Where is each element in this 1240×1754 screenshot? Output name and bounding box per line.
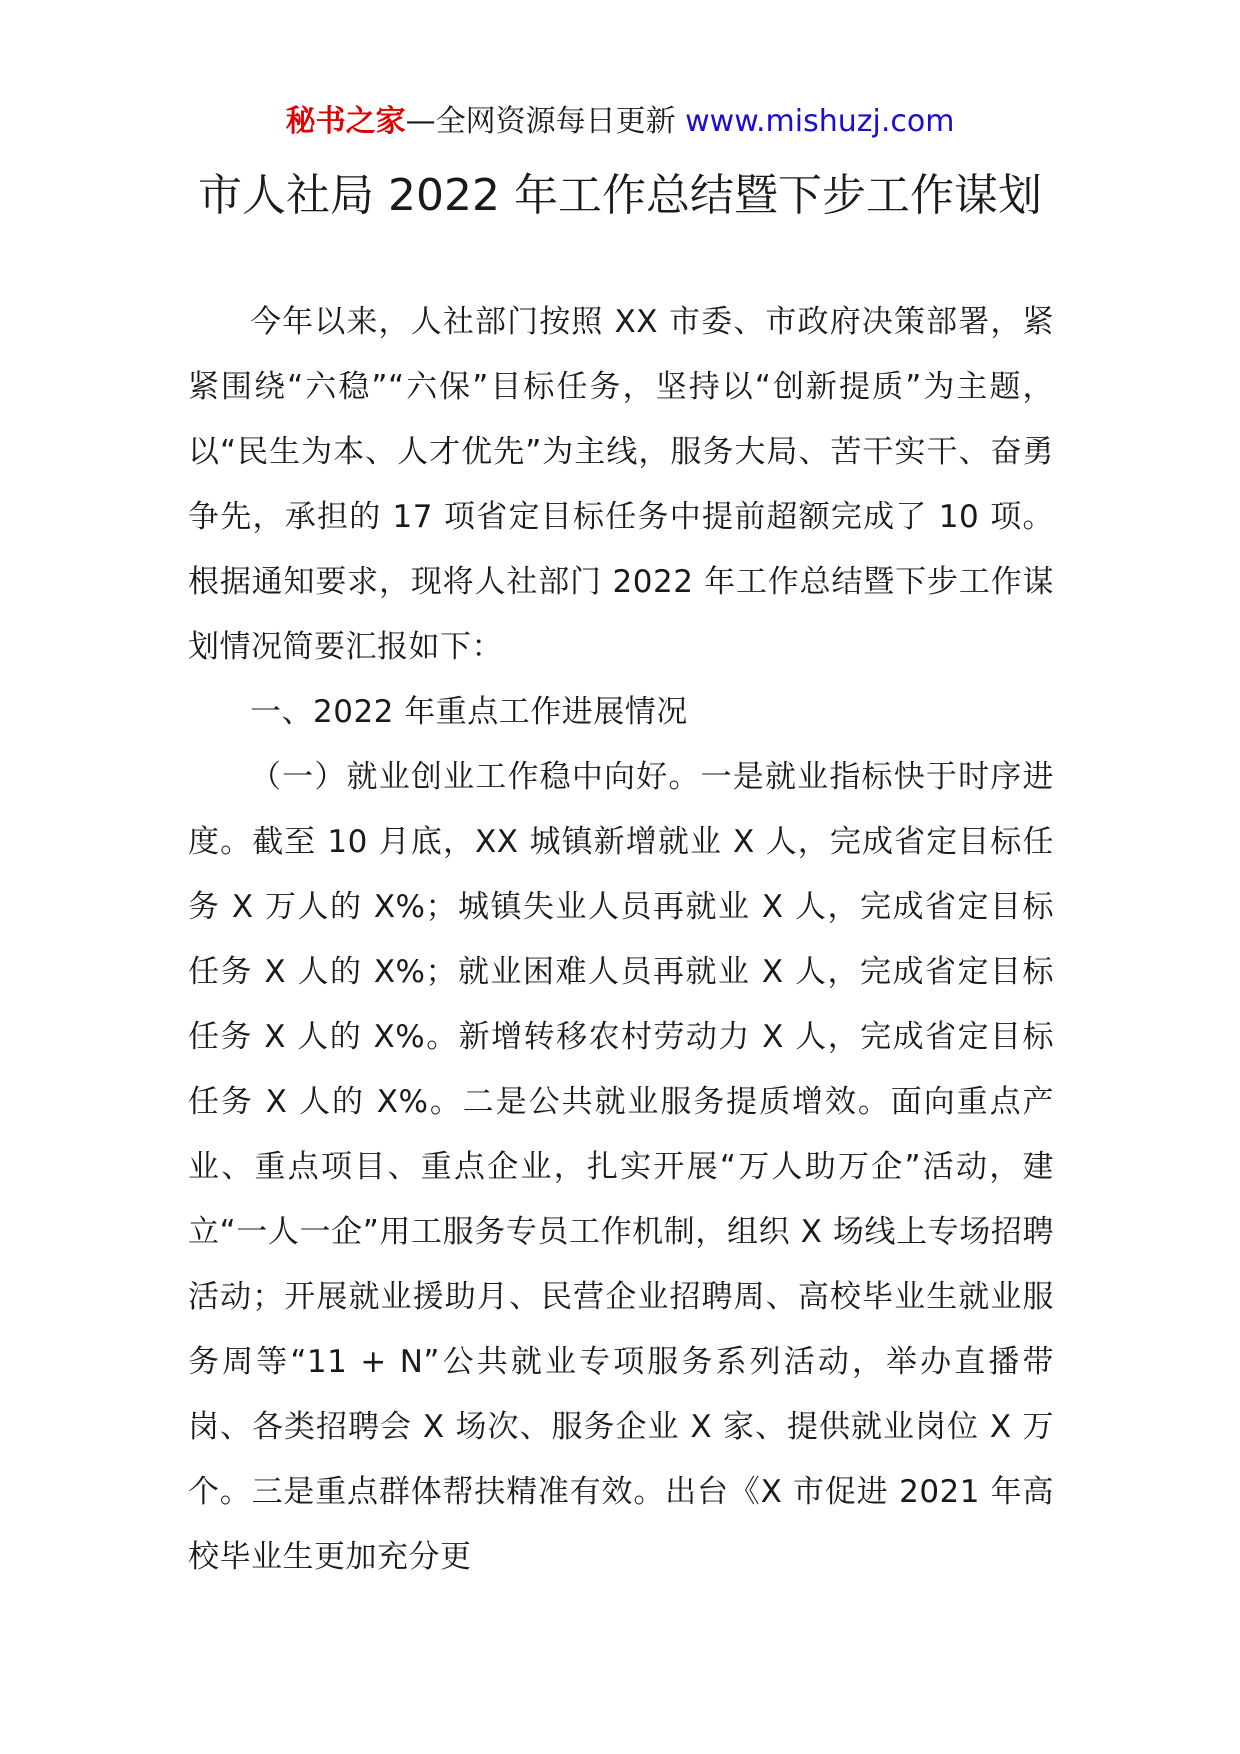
banner-tagline: —全网资源每日更新	[405, 104, 686, 139]
section-heading: 一、2022 年重点工作进展情况	[250, 694, 688, 730]
brand-name: 秘书之家	[285, 104, 406, 139]
employment-paragraph: （一）就业创业工作稳中向好。一是就业指标快于时序进度。截至 10 月底，XX 城镇新增就业 X 人，完成省定目标任务 X 万人的 X%；城镇失业人员再就业 X 人，完成省定目标任务 X 人的 X%；就业困难人员再就业 X 人，完成省定目标任务 X 人的 X%。新增转移农村劳动力 X 人，完成省定目标任务 X 人的 X%。二是公共就业服务提质增效。面向重点产业、重点项目、重点企业，扎实开展“万人助万企”活动，建立“一人一企”用工服务专员工作机制，组织 X 场线上专场招聘活动；开展就业援助月、民营企业招聘周、高校毕业生就业服务周等“11 + N”公共就业专项服务系列活动，举办直播带岗、各类招聘会 X 场次、服务企业 X 家、提供就业岗位 X 万个。三是重点群体帮扶精准有效。出台《X 市促进 2021 年高校毕业生更加充分更	[188, 759, 1054, 1575]
document-title: 市人社局 2022 年工作总结暨下步工作谋划	[198, 170, 1042, 221]
document-body	[188, 290, 1054, 1590]
intro-paragraph: 今年以来，人社部门按照 XX 市委、市政府决策部署，紧紧围绕“六稳”“六保”目标任务，坚持以“创新提质”为主题，以“民生为本、人才优先”为主线，服务大局、苦干实干、奋勇争先，承担的 17 项省定目标任务中提前超额完成了 10 项。根据通知要求，现将人社部门 2022 年工作总结暨下步工作谋划情况简要汇报如下：	[188, 304, 1054, 665]
source-banner	[0, 102, 1240, 142]
site-link[interactable]: www.mishuzj.com	[685, 104, 955, 139]
